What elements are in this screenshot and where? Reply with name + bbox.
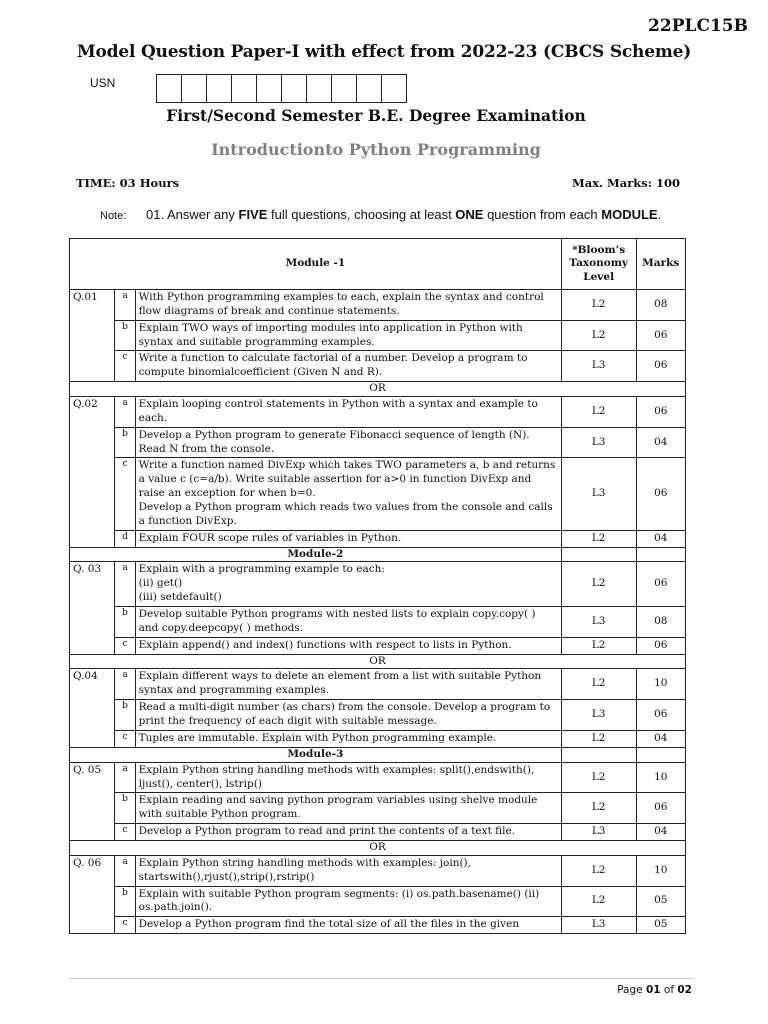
- question-text: Explain TWO ways of importing modules into application in Python with syntax and suitable programming examples.: [135, 320, 561, 351]
- usn-box: [181, 74, 207, 103]
- bloom-level: L2: [561, 855, 636, 886]
- or-label: OR: [70, 382, 686, 397]
- table-row: [70, 607, 686, 638]
- table-row: [70, 793, 686, 824]
- question-text: Explain looping control statements in Python with a syntax and example to each.: [135, 397, 561, 428]
- table-row: [70, 855, 686, 886]
- table-row: [70, 397, 686, 428]
- subquestion-letter: b: [115, 427, 135, 458]
- question-marks: 06: [636, 351, 686, 382]
- subquestion-letter: c: [115, 458, 135, 530]
- exam-time: TIME: 03 Hours: [76, 176, 180, 190]
- bloom-level: L3: [561, 824, 636, 841]
- bloom-level: L2: [561, 530, 636, 547]
- subquestion-letter: c: [115, 824, 135, 841]
- subquestion-letter: b: [115, 607, 135, 638]
- question-text: Develop a Python program find the total size of all the files in the given: [135, 917, 561, 934]
- question-number: Q.01: [70, 290, 115, 382]
- usn-box: [256, 74, 282, 103]
- question-table: [69, 238, 686, 934]
- bloom-level: L2: [561, 762, 636, 793]
- subquestion-letter: a: [115, 855, 135, 886]
- subquestion-letter: b: [115, 320, 135, 351]
- paper-title: Model Question Paper-I with effect from 2022-23 (CBCS Scheme): [76, 42, 692, 62]
- subquestion-letter: a: [115, 562, 135, 607]
- bloom-level: L2: [561, 290, 636, 321]
- question-marks: 06: [636, 562, 686, 607]
- table-row: [70, 351, 686, 382]
- question-text: Explain Python string handling methods with examples: split(),endswith(), ljust(), center(), lstrip(): [135, 762, 561, 793]
- bloom-heading: *Bloom’s Taxonomy Level: [561, 239, 636, 290]
- subquestion-letter: b: [115, 700, 135, 731]
- exam-title: First/Second Semester B.E. Degree Examination: [166, 106, 586, 125]
- question-text: Explain with suitable Python program segments: (i) os.path.basename() (ii) os.path.join().: [135, 886, 561, 917]
- question-text: With Python programming examples to each, explain the syntax and control flow diagrams of break and continue statements.: [135, 290, 561, 321]
- question-marks: 05: [636, 917, 686, 934]
- usn-box: [206, 74, 232, 103]
- table-row: [70, 700, 686, 731]
- bloom-level: L3: [561, 427, 636, 458]
- question-marks: 04: [636, 530, 686, 547]
- question-text: Explain Python string handling methods with examples: join(), startswith(),rjust(),strip(),rstrip(): [135, 855, 561, 886]
- bloom-level: L3: [561, 917, 636, 934]
- module-row: [70, 547, 686, 562]
- question-marks: 06: [636, 793, 686, 824]
- subquestion-letter: c: [115, 637, 135, 654]
- question-marks: 04: [636, 824, 686, 841]
- question-number: Q. 05: [70, 762, 115, 840]
- bloom-level: L2: [561, 886, 636, 917]
- table-row: [70, 530, 686, 547]
- question-text: Develop a Python program to generate Fibonacci sequence of length (N). Read N from the console.: [135, 427, 561, 458]
- bloom-level: L3: [561, 458, 636, 530]
- table-row: [70, 824, 686, 841]
- subquestion-letter: b: [115, 886, 135, 917]
- note-text: 01. Answer any FIVE full questions, choosing at least ONE question from each MODULE.: [146, 207, 662, 222]
- question-text: Develop suitable Python programs with nested lists to explain copy.copy( ) and copy.deepcopy( ) methods.: [135, 607, 561, 638]
- usn-boxes: [157, 74, 407, 103]
- bloom-level: L2: [561, 637, 636, 654]
- subquestion-letter: a: [115, 397, 135, 428]
- subquestion-letter: c: [115, 917, 135, 934]
- question-marks: 06: [636, 397, 686, 428]
- or-row: [70, 382, 686, 397]
- bloom-level: L2: [561, 320, 636, 351]
- paper-code: 22PLC15B: [648, 16, 748, 36]
- usn-box: [306, 74, 332, 103]
- question-marks: 04: [636, 427, 686, 458]
- bloom-level: L3: [561, 351, 636, 382]
- question-number: Q. 03: [70, 562, 115, 654]
- subquestion-letter: b: [115, 793, 135, 824]
- module-row: [70, 747, 686, 762]
- or-row: [70, 840, 686, 855]
- question-marks: 06: [636, 700, 686, 731]
- question-marks: 10: [636, 855, 686, 886]
- question-marks: 05: [636, 886, 686, 917]
- table-row: [70, 458, 686, 530]
- bloom-level: L2: [561, 730, 636, 747]
- subquestion-letter: d: [115, 530, 135, 547]
- table-header: [70, 239, 686, 290]
- question-text: Explain FOUR scope rules of variables in Python.: [135, 530, 561, 547]
- question-text: Explain with a programming example to each: (ii) get() (iii) setdefault(): [135, 562, 561, 607]
- page-number: Page 01 of 02: [617, 984, 692, 996]
- marks-heading: Marks: [636, 239, 686, 290]
- usn-row: [90, 74, 407, 103]
- question-marks: 10: [636, 762, 686, 793]
- usn-box: [156, 74, 182, 103]
- bloom-level: L2: [561, 562, 636, 607]
- question-text: Explain append() and index() functions with respect to lists in Python.: [135, 637, 561, 654]
- usn-box: [356, 74, 382, 103]
- table-row: [70, 886, 686, 917]
- question-marks: 04: [636, 730, 686, 747]
- question-marks: 06: [636, 320, 686, 351]
- table-row: [70, 669, 686, 700]
- table-row: [70, 730, 686, 747]
- note: [100, 207, 661, 222]
- bloom-level: L3: [561, 700, 636, 731]
- module-heading: Module-3: [70, 747, 562, 762]
- subquestion-letter: a: [115, 762, 135, 793]
- question-number: Q. 06: [70, 855, 115, 933]
- table-row: [70, 917, 686, 934]
- question-marks: 08: [636, 290, 686, 321]
- question-text: Explain reading and saving python program variables using shelve module with suitable Python program.: [135, 793, 561, 824]
- question-text: Explain different ways to delete an element from a list with suitable Python syntax and programming examples.: [135, 669, 561, 700]
- table-row: [70, 290, 686, 321]
- footer-divider: [69, 978, 694, 979]
- table-row: [70, 320, 686, 351]
- bloom-level: L2: [561, 397, 636, 428]
- table-row: [70, 762, 686, 793]
- question-marks: 10: [636, 669, 686, 700]
- module-heading: Module -1: [70, 239, 562, 290]
- question-number: Q.02: [70, 397, 115, 548]
- subquestion-letter: c: [115, 730, 135, 747]
- question-marks: 06: [636, 458, 686, 530]
- subquestion-letter: c: [115, 351, 135, 382]
- question-number: Q.04: [70, 669, 115, 747]
- question-text: Read a multi-digit number (as chars) from the console. Develop a program to print the frequency of each digit with suitable message.: [135, 700, 561, 731]
- subquestion-letter: a: [115, 290, 135, 321]
- question-text: Write a function to calculate factorial of a number. Develop a program to compute binomialcoefficient (Given N and R).: [135, 351, 561, 382]
- bloom-level: L3: [561, 607, 636, 638]
- usn-box: [281, 74, 307, 103]
- module-heading: Module-2: [70, 547, 562, 562]
- table-row: [70, 637, 686, 654]
- usn-box: [231, 74, 257, 103]
- question-text: Develop a Python program to read and print the contents of a text file.: [135, 824, 561, 841]
- or-row: [70, 654, 686, 669]
- bloom-level: L2: [561, 669, 636, 700]
- question-marks: 06: [636, 637, 686, 654]
- subject-title: Introductionto Python Programming: [211, 140, 541, 159]
- question-text: Write a function named DivExp which takes TWO parameters a, b and returns a value c (c=a/b). Write suitable assertion for a>0 in function DivExp and raise an exception for when b=0. Develop a Python program which reads two values from the console and calls a function DivExp.: [135, 458, 561, 530]
- usn-box: [331, 74, 357, 103]
- bloom-level: L2: [561, 793, 636, 824]
- table-row: [70, 562, 686, 607]
- max-marks: Max. Marks: 100: [572, 176, 680, 190]
- question-marks: 08: [636, 607, 686, 638]
- usn-box: [381, 74, 407, 103]
- usn-label: USN: [90, 76, 116, 90]
- table-row: [70, 427, 686, 458]
- or-label: OR: [70, 654, 686, 669]
- question-text: Tuples are immutable. Explain with Python programming example.: [135, 730, 561, 747]
- note-label: Note:: [100, 210, 127, 222]
- or-label: OR: [70, 840, 686, 855]
- subquestion-letter: a: [115, 669, 135, 700]
